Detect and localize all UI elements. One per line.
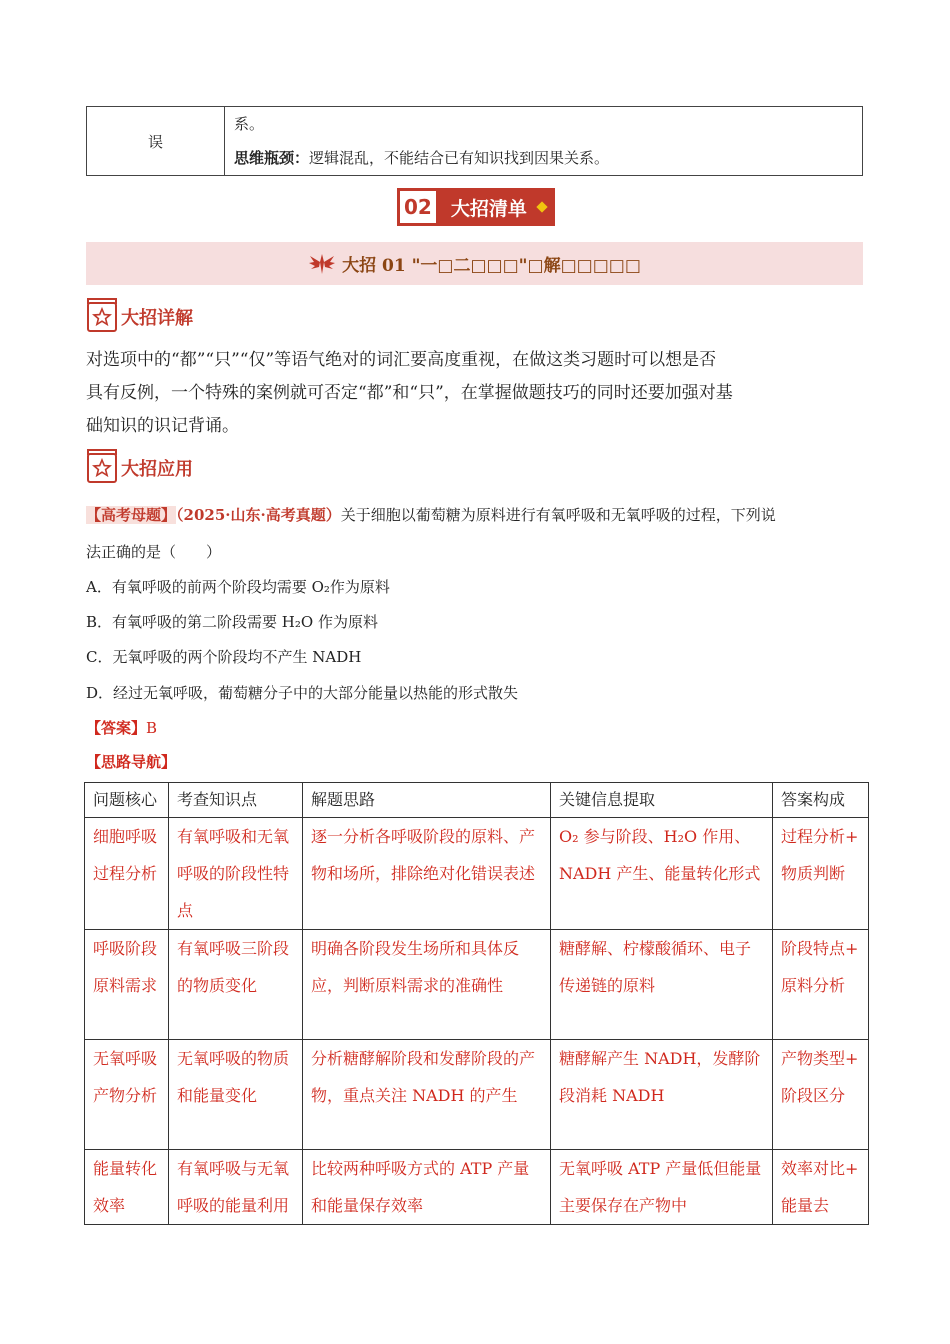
option-c: C．无氧呼吸的两个阶段均不产生 NADH [86,648,362,666]
table-cell: 无氧呼吸 ATP 产量低但能量主要保存在产物中 [551,1150,773,1225]
option-d: D．经过无氧呼吸，葡萄糖分子中的大部分能量以热能的形式散失 [86,684,519,702]
thinking-bottleneck-text: 逻辑混乱，不能结合已有知识找到因果关系。 [309,149,610,167]
trick-banner [86,242,863,285]
section-number: 02 [397,188,439,226]
question-stem: 关于细胞以葡萄糖为原料进行有氧呼吸和无氧呼吸的过程，下列说 [340,506,776,524]
answer-label: 【答案】 [86,719,147,737]
diamond-icon [536,201,547,212]
detail-paragraph [86,344,864,443]
table-cell: 能量转化效率 [85,1150,169,1225]
table-cell: 无氧呼吸产物分析 [85,1040,169,1150]
table-cell: 比较两种呼吸方式的 ATP 产量和能量保存效率 [303,1150,551,1225]
banner-title: 大招 01 "一□二□□□"□解□□□□□ [342,256,641,276]
answer-line [86,717,157,738]
table-row [85,1040,869,1150]
table-cell: 呼吸阶段原料需求 [85,930,169,1040]
table-row [85,1150,869,1225]
guide-label: 【思路导航】 [86,753,177,771]
star-book-icon [87,302,117,332]
table-header-row [85,783,869,818]
heading-apply [87,453,193,483]
option-a: A．有氧呼吸的前两个阶段均需要 O₂作为原料 [86,578,390,596]
column-header: 考查知识点 [169,783,303,818]
table-cell: O₂ 参与阶段、H₂O 作用、NADH 产生、能量转化形式 [551,818,773,930]
top-table-line1: 系。 [234,115,265,133]
question-source: （2025·山东·高考真题） [176,506,341,524]
table-row [85,818,869,930]
top-table [86,106,863,176]
column-header: 问题核心 [85,783,169,818]
answer-value: B [146,719,158,737]
heading-apply-text: 大招应用 [121,459,193,480]
column-header: 答案构成 [773,783,869,818]
table-cell: 明确各阶段发生场所和具体反应，判断原料需求的准确性 [303,930,551,1040]
heading-detail-text: 大招详解 [121,308,193,329]
table-cell: 分析糖酵解阶段和发酵阶段的产物，重点关注 NADH 的产生 [303,1040,551,1150]
table-cell: 无氧呼吸的物质和能量变化 [169,1040,303,1150]
section-label-box [439,188,555,226]
table-cell: 细胞呼吸过程分析 [85,818,169,930]
question-stem-line2: 法正确的是（ ） [86,543,222,561]
column-header: 解题思路 [303,783,551,818]
detail-line: 具有反例，一个特殊的案例就可否定“都”和“只”，在掌握做题技巧的同时还要加强对基 [86,383,733,403]
table-cell: 过程分析+ 物质判断 [773,818,869,930]
top-table-right-cell [234,107,856,175]
section-badge [397,188,555,226]
option-b: B．有氧呼吸的第二阶段需要 H₂O 作为原料 [86,613,378,631]
question-tag: 【高考母题】 [86,506,177,524]
column-header: 关键信息提取 [551,783,773,818]
question-stem-line1 [86,504,776,525]
detail-line: 对选项中的“都”“只”“仅”等语气绝对的词汇要高度重视，在做这类习题时可以想是否 [86,350,717,370]
table-cell: 逐一分析各呼吸阶段的原料、产物和场所，排除绝对化错误表述 [303,818,551,930]
table-cell: 糖酵解、柠檬酸循环、电子传递链的原料 [551,930,773,1040]
table-cell: 有氧呼吸与无氧呼吸的能量利用 [169,1150,303,1225]
table-cell: 效率对比+ 能量去 [773,1150,869,1225]
table-row [85,930,869,1040]
top-table-left-cell: 误 [87,107,225,175]
table-cell: 阶段特点+ 原料分析 [773,930,869,1040]
wing-emblem-icon [308,250,336,278]
table-cell: 产物类型+ 阶段区分 [773,1040,869,1150]
detail-line: 础知识的识记背诵。 [86,416,239,436]
table-cell: 糖酵解产生 NADH，发酵阶段消耗 NADH [551,1040,773,1150]
table-cell: 有氧呼吸三阶段的物质变化 [169,930,303,1040]
guide-table [84,782,869,1225]
star-book-icon [87,453,117,483]
section-label: 大招清单 [450,197,527,220]
heading-detail [87,302,193,332]
top-table-line2 [234,147,609,168]
thinking-bottleneck-label: 思维瓶颈： [234,149,310,167]
table-cell: 有氧呼吸和无氧呼吸的阶段性特点 [169,818,303,930]
